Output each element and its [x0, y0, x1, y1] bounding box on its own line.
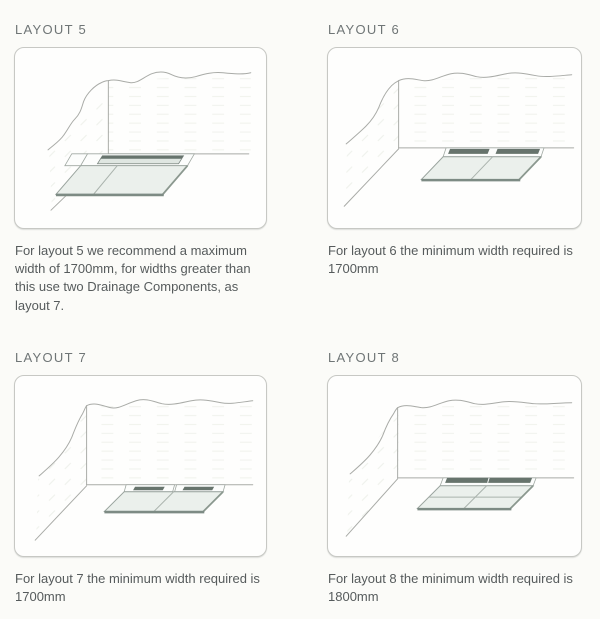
drain-bar-left — [133, 487, 165, 490]
layout-7-diagram — [15, 376, 266, 556]
right-wall-texture — [399, 75, 574, 147]
left-wall-texture — [347, 414, 397, 536]
drain-channel-grate — [100, 156, 183, 159]
layout-5-title: LAYOUT 5 — [15, 22, 88, 37]
layout-7-caption: For layout 7 the minimum width required is 1700mm — [15, 571, 260, 605]
layout-8-caption: For layout 8 the minimum width required is 1800mm — [328, 571, 573, 605]
wall-corner-sketch — [35, 400, 253, 541]
right-wall-texture — [108, 73, 250, 153]
layout-8-panel — [327, 350, 582, 619]
layout-7-panel — [14, 350, 267, 619]
layout-8-title: LAYOUT 8 — [328, 350, 401, 365]
left-wall-texture — [345, 86, 398, 206]
drain-bar-left — [448, 149, 490, 154]
drain-bar-right — [496, 149, 541, 154]
layout-5-diagram-frame — [14, 47, 267, 229]
shower-tray — [56, 154, 194, 195]
layout-6-title: LAYOUT 6 — [328, 22, 401, 37]
layout-6-diagram-frame — [327, 47, 582, 229]
wall-corner-sketch — [344, 73, 573, 206]
layout-5-panel — [14, 22, 267, 350]
layout-5-caption: For layout 5 we recommend a maximum width of 1700mm, for widths greater than this use two Drainage Components, as layout 7. — [15, 243, 251, 313]
drain-bar-right — [183, 487, 215, 490]
layout-7-diagram-frame — [14, 375, 267, 557]
right-wall-texture — [398, 403, 574, 477]
layout-7-title: LAYOUT 7 — [15, 350, 88, 365]
shower-tray — [104, 485, 225, 512]
right-wall-texture — [87, 401, 253, 484]
layout-6-diagram — [328, 48, 581, 228]
wall-corner-sketch — [346, 400, 573, 536]
layout-6-panel — [327, 22, 582, 350]
left-wall-texture — [36, 412, 86, 540]
layout-8-diagram-frame — [327, 375, 582, 557]
shower-tray — [417, 478, 536, 509]
layout-5-diagram — [15, 48, 266, 228]
layout-6-caption: For layout 6 the minimum width required is 1700mm — [328, 243, 573, 277]
shower-tray — [421, 148, 544, 180]
layout-8-diagram — [328, 376, 581, 556]
